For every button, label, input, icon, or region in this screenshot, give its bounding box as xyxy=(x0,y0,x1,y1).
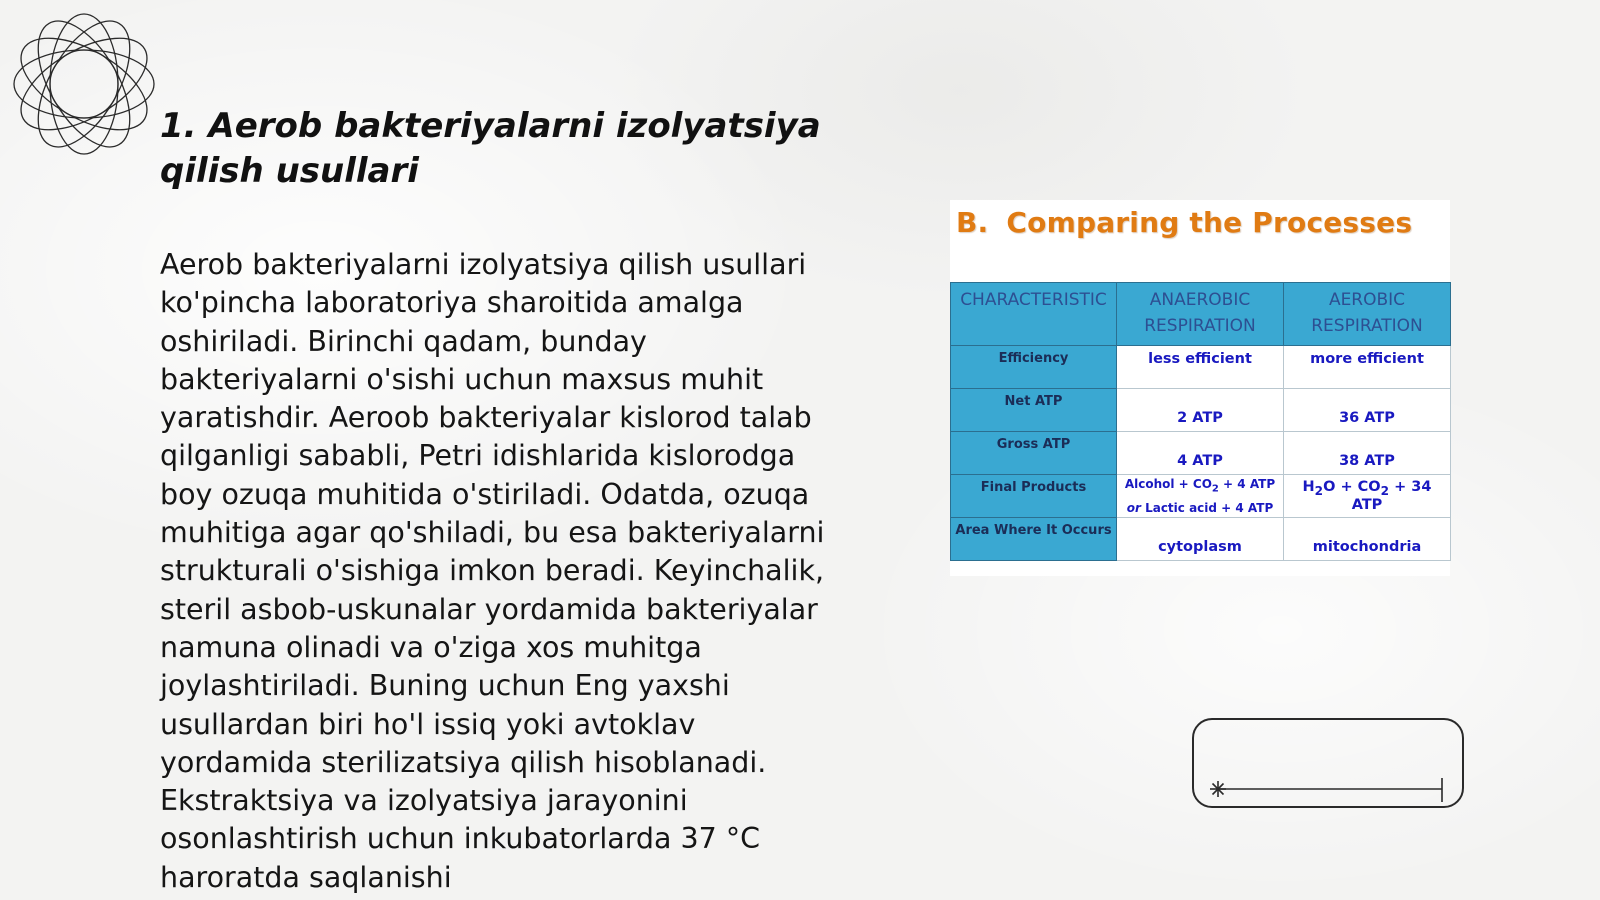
cell-net-atp-aerobic: 36 ATP xyxy=(1284,389,1451,432)
cell-gross-atp-aerobic: 38 ATP xyxy=(1284,432,1451,475)
comparison-table xyxy=(950,282,1451,561)
table-row xyxy=(951,518,1451,561)
row-label-net-atp: Net ATP xyxy=(951,389,1117,432)
cell-gross-atp-anaerobic: 4 ATP xyxy=(1117,432,1284,475)
figure-title-text: Comparing the Processes xyxy=(1006,206,1413,239)
figure-letter: B. xyxy=(956,206,989,239)
cell-area-anaerobic: cytoplasm xyxy=(1117,518,1284,561)
row-label-efficiency: Efficiency xyxy=(951,346,1117,389)
header-anaerobic: ANAEROBIC RESPIRATION xyxy=(1117,283,1284,346)
table-row xyxy=(951,389,1451,432)
star-line-icon xyxy=(1194,720,1466,810)
cell-final-products-aerobic: $H_2O + CO_2 + 34$ ATP xyxy=(1284,475,1451,518)
slide-title: 1. Aerob bakteriyalarni izolyatsiya qilish usullari xyxy=(160,106,821,191)
row-label-final-products: Final Products xyxy=(951,475,1117,518)
cell-net-atp-anaerobic: 2 ATP xyxy=(1117,389,1284,432)
comparison-figure xyxy=(950,200,1450,576)
cell-final-products-anaerobic: Alcohol + $CO_2 + 4$ ATP or Lactic acid + 4 ATP xyxy=(1117,475,1284,518)
interlaced-circles-ornament-icon xyxy=(8,8,160,160)
decorative-rounded-frame xyxy=(1192,718,1464,808)
slide-body-text: Aerob bakteriyalarni izolyatsiya qilish usullari ko'pincha laboratoriya sharoitida amalga oshiriladi. Birinchi qadam, bunday bakteriyalarni o'sishi uchun maxsus muhit yaratishdir. Aeroob bakteriyalar kislorod talab qilganligi sababli, Petri idishlarida kislorodga boy ozuqa muhitida o'stiriladi. Odatda, ozuqa muhitiga agar qo'shiladi, bu esa bakteriyalarni strukturali o'sishiga imkon beradi. Keyinchalik, steril asbob-uskunalar yordamida bakteriyalar namuna olinadi va o'ziga xos muhitga joylashtiriladi. Buning uchun Eng yaxshi usullardan biri ho'l issiq yoki avtoklav yordamida sterilizatsiya qilish hisoblanadi. Ekstraktsiya va izolyatsiya jarayonini osonlashtirish uchun inkubatorlarda 37 °C haroratda saqlanishi xyxy=(160,248,825,894)
cell-efficiency-anaerobic: less efficient xyxy=(1117,346,1284,389)
header-aerobic: AEROBIC RESPIRATION xyxy=(1284,283,1451,346)
table-row xyxy=(951,475,1451,518)
cell-area-aerobic: mitochondria xyxy=(1284,518,1451,561)
table-row xyxy=(951,346,1451,389)
table-header-row xyxy=(951,283,1451,346)
header-characteristic: CHARACTERISTIC xyxy=(951,283,1117,346)
cell-efficiency-aerobic: more efficient xyxy=(1284,346,1451,389)
row-label-area: Area Where It Occurs xyxy=(951,518,1117,561)
figure-title xyxy=(956,206,1412,239)
row-label-gross-atp: Gross ATP xyxy=(951,432,1117,475)
table-row xyxy=(951,432,1451,475)
